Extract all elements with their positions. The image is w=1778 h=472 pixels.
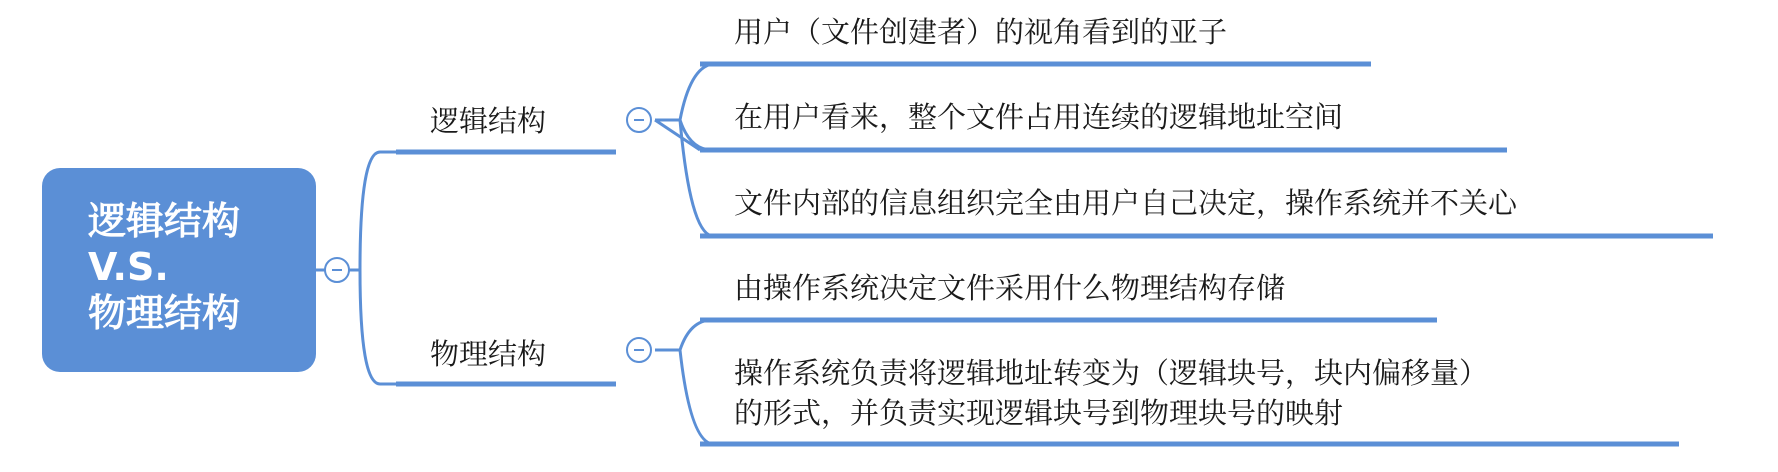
leaf-logical-3[interactable]: 文件内部的信息组织完全由用户自己决定，操作系统并不关心 [734,186,1518,220]
connector-physical-fan [655,320,712,444]
leaf-physical-2-line-2: 的形式，并负责实现逻辑块号到物理块号的映射 [734,396,1344,430]
connector-logical-fan-mid [680,120,712,150]
leaf-logical-1[interactable]: 用户（文件创建者）的视角看到的亚子 [734,15,1228,49]
root-collapse-icon[interactable] [324,257,350,283]
leaf-physical-2[interactable] [734,353,1488,433]
branch-label-logical[interactable]: 逻辑结构 [430,104,547,138]
leaf-physical-2-line-1: 操作系统负责将逻辑地址转变为（逻辑块号，块内偏移量） [734,356,1489,390]
root-node[interactable] [42,168,316,372]
logical-collapse-icon[interactable] [626,107,652,133]
root-line-1: 逻辑结构 [88,199,241,243]
leaf-physical-1[interactable]: 由操作系统决定文件采用什么物理结构存储 [734,271,1286,305]
physical-collapse-icon[interactable] [626,337,652,363]
root-line-2: V.S. [88,245,169,289]
connector-root-trunk [360,152,396,384]
branch-label-physical[interactable]: 物理结构 [430,337,547,371]
root-line-3: 物理结构 [88,291,241,335]
leaf-logical-2[interactable]: 在用户看来，整个文件占用连续的逻辑地址空间 [734,100,1344,134]
